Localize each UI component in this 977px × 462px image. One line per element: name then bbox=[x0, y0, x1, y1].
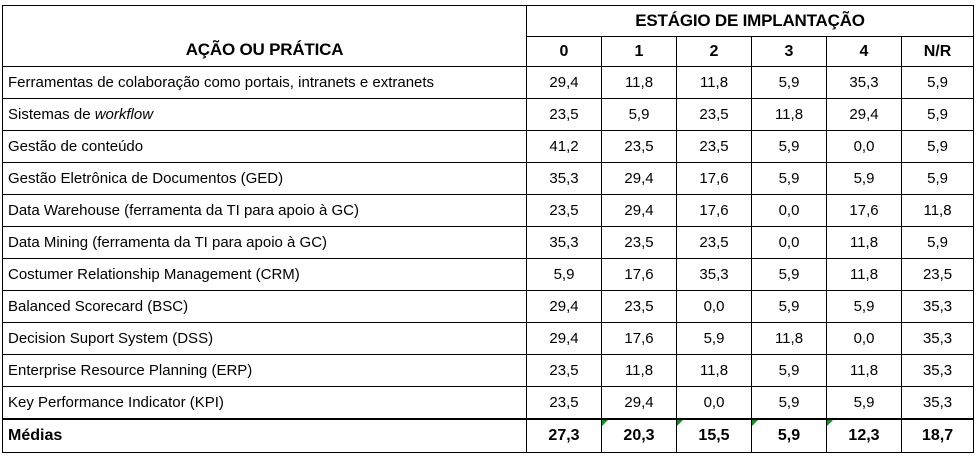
table-row bbox=[3, 163, 974, 195]
table-cell: 5,9 bbox=[752, 387, 827, 420]
table-cell: 17,6 bbox=[677, 195, 752, 227]
table-cell: 5,9 bbox=[752, 163, 827, 195]
table-cell: 35,3 bbox=[902, 355, 974, 387]
error-indicator-icon bbox=[677, 420, 683, 426]
table-row bbox=[3, 323, 974, 355]
table-cell: 11,8 bbox=[677, 67, 752, 99]
error-indicator-icon bbox=[827, 420, 833, 426]
error-indicator-icon bbox=[602, 420, 608, 426]
table-cell: 11,8 bbox=[827, 227, 902, 259]
row-label: Data Mining (ferramenta da TI para apoio à GC) bbox=[3, 227, 527, 259]
table-row bbox=[3, 67, 974, 99]
table-cell: 11,8 bbox=[902, 195, 974, 227]
table-cell: 23,5 bbox=[602, 131, 677, 163]
table-cell: 5,9 bbox=[677, 323, 752, 355]
table-cell: 5,9 bbox=[752, 131, 827, 163]
table-cell: 5,9 bbox=[527, 259, 602, 291]
average-cell bbox=[752, 419, 827, 453]
average-value: 12,3 bbox=[848, 427, 880, 444]
table-cell: 11,8 bbox=[827, 355, 902, 387]
average-cell bbox=[677, 419, 752, 453]
average-value: 5,9 bbox=[777, 427, 801, 444]
row-label bbox=[3, 99, 527, 131]
table-cell: 0,0 bbox=[752, 195, 827, 227]
table-cell: 29,4 bbox=[602, 195, 677, 227]
stage-header: ESTÁGIO DE IMPLANTAÇÃO bbox=[527, 6, 974, 37]
row-label: Balanced Scorecard (BSC) bbox=[3, 291, 527, 323]
table-cell: 23,5 bbox=[677, 227, 752, 259]
table-cell: 35,3 bbox=[527, 227, 602, 259]
table-cell: 0,0 bbox=[827, 131, 902, 163]
table-cell: 5,9 bbox=[827, 387, 902, 420]
table-cell: 11,8 bbox=[602, 355, 677, 387]
table-cell: 11,8 bbox=[602, 67, 677, 99]
table-cell: 29,4 bbox=[602, 387, 677, 420]
table-cell: 5,9 bbox=[902, 227, 974, 259]
table-cell: 11,8 bbox=[752, 323, 827, 355]
table-cell: 23,5 bbox=[527, 195, 602, 227]
column-header-4: 4 bbox=[827, 37, 902, 67]
average-cell: 18,7 bbox=[902, 419, 974, 453]
table-cell: 17,6 bbox=[827, 195, 902, 227]
average-cell bbox=[602, 419, 677, 453]
table-cell: 35,3 bbox=[527, 163, 602, 195]
table-row bbox=[3, 259, 974, 291]
column-header-nr: N/R bbox=[902, 37, 974, 67]
row-label: Ferramentas de colaboração como portais, intranets e extranets bbox=[3, 67, 527, 99]
table-cell: 5,9 bbox=[902, 163, 974, 195]
table-cell: 11,8 bbox=[677, 355, 752, 387]
table-cell: 5,9 bbox=[752, 67, 827, 99]
row-label: Decision Suport System (DSS) bbox=[3, 323, 527, 355]
table-cell: 5,9 bbox=[602, 99, 677, 131]
table-cell: 17,6 bbox=[677, 163, 752, 195]
table-row bbox=[3, 387, 974, 420]
table-row bbox=[3, 195, 974, 227]
row-label: Gestão de conteúdo bbox=[3, 131, 527, 163]
table-cell: 0,0 bbox=[677, 291, 752, 323]
table-cell: 35,3 bbox=[902, 291, 974, 323]
table-cell: 29,4 bbox=[602, 163, 677, 195]
row-label: Data Warehouse (ferramenta da TI para apoio à GC) bbox=[3, 195, 527, 227]
column-header-0: 0 bbox=[527, 37, 602, 67]
average-cell: 27,3 bbox=[527, 419, 602, 453]
column-header-2: 2 bbox=[677, 37, 752, 67]
table-cell: 0,0 bbox=[827, 323, 902, 355]
table-cell: 29,4 bbox=[527, 67, 602, 99]
row-label-text: Sistemas de bbox=[8, 106, 95, 123]
table-row bbox=[3, 99, 974, 131]
table-cell: 5,9 bbox=[752, 259, 827, 291]
table-cell: 35,3 bbox=[677, 259, 752, 291]
table-cell: 5,9 bbox=[827, 163, 902, 195]
average-value: 20,3 bbox=[623, 427, 655, 444]
table-cell: 23,5 bbox=[527, 355, 602, 387]
table-cell: 5,9 bbox=[902, 99, 974, 131]
table-cell: 23,5 bbox=[677, 131, 752, 163]
table-body bbox=[3, 67, 974, 453]
table-cell: 29,4 bbox=[827, 99, 902, 131]
table-cell: 11,8 bbox=[752, 99, 827, 131]
table-cell: 23,5 bbox=[677, 99, 752, 131]
table-cell: 17,6 bbox=[602, 259, 677, 291]
row-label-emphasis: workflow bbox=[94, 106, 154, 123]
table-cell: 5,9 bbox=[752, 291, 827, 323]
averages-row bbox=[3, 419, 974, 453]
table-cell: 35,3 bbox=[827, 67, 902, 99]
table-row bbox=[3, 131, 974, 163]
table-row bbox=[3, 355, 974, 387]
averages-label: Médias bbox=[3, 419, 527, 453]
table-cell: 0,0 bbox=[677, 387, 752, 420]
average-cell bbox=[827, 419, 902, 453]
row-label: Key Performance Indicator (KPI) bbox=[3, 387, 527, 420]
column-header-3: 3 bbox=[752, 37, 827, 67]
table-cell: 41,2 bbox=[527, 131, 602, 163]
row-label: Costumer Relationship Management (CRM) bbox=[3, 259, 527, 291]
action-header: AÇÃO OU PRÁTICA bbox=[3, 6, 527, 67]
table-cell: 23,5 bbox=[527, 99, 602, 131]
table-cell: 23,5 bbox=[902, 259, 974, 291]
table-cell: 23,5 bbox=[602, 291, 677, 323]
row-label: Gestão Eletrônica de Documentos (GED) bbox=[3, 163, 527, 195]
table-cell: 5,9 bbox=[902, 131, 974, 163]
table-cell: 17,6 bbox=[602, 323, 677, 355]
table-cell: 5,9 bbox=[827, 291, 902, 323]
table-cell: 35,3 bbox=[902, 387, 974, 420]
implementation-stage-table bbox=[2, 5, 974, 453]
table-row bbox=[3, 291, 974, 323]
table-cell: 35,3 bbox=[902, 323, 974, 355]
table-cell: 29,4 bbox=[527, 291, 602, 323]
table-cell: 29,4 bbox=[527, 323, 602, 355]
table-cell: 5,9 bbox=[902, 67, 974, 99]
column-header-1: 1 bbox=[602, 37, 677, 67]
row-label: Enterprise Resource Planning (ERP) bbox=[3, 355, 527, 387]
error-indicator-icon bbox=[752, 420, 758, 426]
table-cell: 0,0 bbox=[752, 227, 827, 259]
average-value: 15,5 bbox=[698, 427, 730, 444]
table-row bbox=[3, 227, 974, 259]
table-cell: 23,5 bbox=[527, 387, 602, 420]
table-cell: 11,8 bbox=[827, 259, 902, 291]
table-cell: 5,9 bbox=[752, 355, 827, 387]
table-cell: 23,5 bbox=[602, 227, 677, 259]
